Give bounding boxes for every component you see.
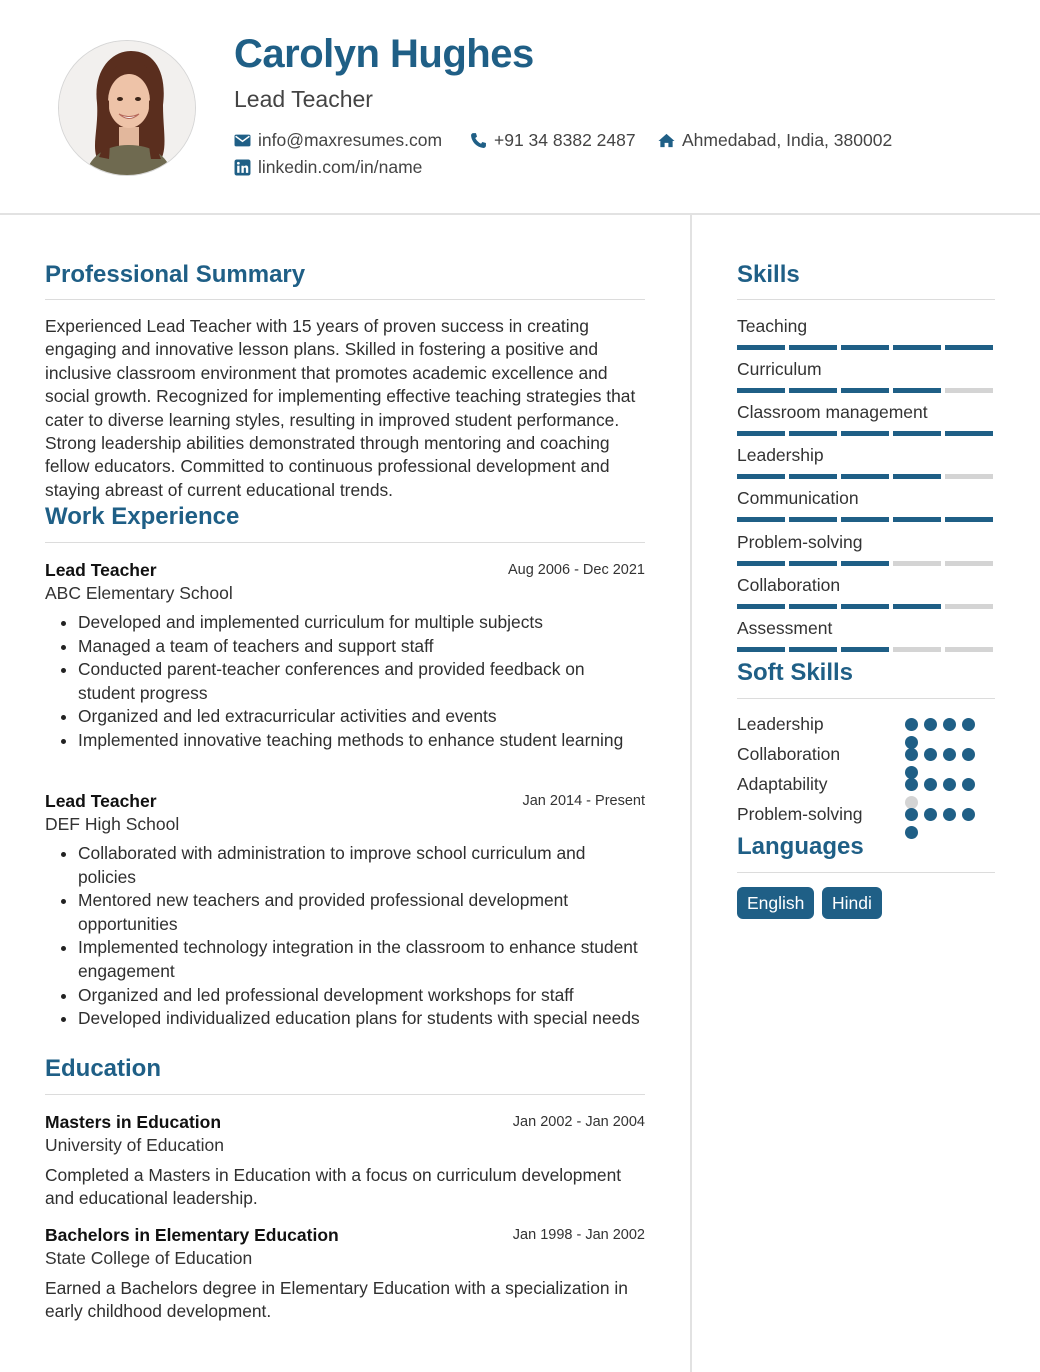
skill-level-segment bbox=[841, 388, 889, 393]
contact-phone[interactable] bbox=[470, 130, 636, 151]
rating-dot bbox=[943, 748, 956, 761]
rating-dot bbox=[905, 826, 918, 839]
soft-skills-heading: Soft Skills bbox=[737, 659, 854, 686]
job-dates: Aug 2006 - Dec 2021 bbox=[507, 562, 645, 578]
skills-heading: Skills bbox=[737, 261, 800, 288]
skill-level-segment bbox=[789, 561, 837, 566]
skill-level-segment bbox=[841, 517, 889, 522]
job-dates: Jan 2014 - Present bbox=[522, 793, 645, 809]
language-badge: Hindi bbox=[822, 887, 882, 919]
job-bullet: Organized and led professional development workshops for staff bbox=[45, 984, 645, 1008]
job-bullets bbox=[45, 611, 645, 753]
skill-level-segment bbox=[789, 345, 837, 350]
skill-name: Teaching bbox=[737, 316, 808, 336]
soft-skills-rule bbox=[737, 698, 995, 699]
language-badge: English bbox=[737, 887, 814, 919]
skill-level-segment bbox=[945, 431, 993, 436]
experience-rule bbox=[45, 542, 645, 543]
languages-heading: Languages bbox=[737, 833, 864, 860]
skill-level-segment bbox=[737, 647, 785, 652]
contact-email[interactable] bbox=[234, 130, 442, 151]
rating-dot bbox=[905, 808, 918, 821]
skill-level-segment bbox=[945, 561, 993, 566]
skill-item bbox=[737, 575, 993, 596]
profile-photo bbox=[58, 40, 196, 176]
job-bullet: Organized and led extracurricular activities and events bbox=[45, 705, 645, 729]
skill-level-segment bbox=[841, 431, 889, 436]
candidate-title: Lead Teacher bbox=[234, 86, 373, 112]
skill-level-segment bbox=[737, 388, 785, 393]
job-bullet: Developed individualized education plans for students with special needs bbox=[45, 1007, 645, 1031]
skill-level-segment bbox=[737, 474, 785, 479]
summary-text: Experienced Lead Teacher with 15 years of proven success in creating engaging and innovative lesson plans. Skilled in fostering a positive and inclusive classroom environment that promotes academic excellence and social growth. Recognized for implementing effective teaching strategies that cater to diverse learning styles, resulting in improved student performance. Strong leadership abilities demonstrated through mentoring and coaching fellow educators. Committed to continuous professional development and staying abreast of current educational trends. bbox=[45, 316, 636, 500]
skill-name: Communication bbox=[737, 488, 859, 509]
skill-level-bar bbox=[737, 474, 993, 479]
skill-level-segment bbox=[893, 388, 941, 393]
skill-level-segment bbox=[737, 431, 785, 436]
skill-level-segment bbox=[945, 604, 993, 609]
rating-dot bbox=[905, 778, 918, 791]
skill-level-segment bbox=[789, 474, 837, 479]
contact-linkedin[interactable] bbox=[234, 157, 422, 178]
skill-level-segment bbox=[737, 604, 785, 609]
job-organization: DEF High School bbox=[45, 814, 180, 834]
job-bullet: Collaborated with administration to improve school curriculum and policies bbox=[45, 842, 645, 889]
skill-level-segment bbox=[841, 345, 889, 350]
skill-item bbox=[737, 402, 993, 423]
job-bullet: Managed a team of teachers and support staff bbox=[45, 635, 645, 659]
skill-item bbox=[737, 488, 993, 509]
skill-level-bar bbox=[737, 345, 993, 350]
job-bullets bbox=[45, 842, 645, 1031]
education-description: Earned a Bachelors degree in Elementary Education with a specialization in early childhood development. bbox=[45, 1278, 628, 1322]
languages-rule bbox=[737, 872, 995, 873]
skill-level-segment bbox=[789, 388, 837, 393]
skill-item bbox=[737, 359, 993, 380]
degree-name: Masters in Education bbox=[45, 1112, 222, 1132]
skill-level-segment bbox=[789, 517, 837, 522]
skill-name: Leadership bbox=[737, 445, 824, 466]
job-bullet: Implemented technology integration in the classroom to enhance student engagement bbox=[45, 936, 645, 983]
education-entry bbox=[45, 1225, 645, 1324]
candidate-name: Carolyn Hughes bbox=[234, 32, 534, 76]
rating-dot bbox=[943, 778, 956, 791]
resume-header bbox=[0, 0, 1040, 215]
soft-skill-item bbox=[737, 714, 977, 738]
skill-level-segment bbox=[789, 604, 837, 609]
skill-name: Collaboration bbox=[737, 574, 841, 595]
job-organization: ABC Elementary School bbox=[45, 583, 233, 603]
skill-name: Assessment bbox=[737, 617, 833, 638]
skill-level-segment bbox=[789, 647, 837, 652]
job-entry bbox=[45, 791, 645, 1031]
skill-level-bar bbox=[737, 647, 993, 652]
portrait-photo-icon bbox=[59, 41, 196, 176]
soft-skill-item bbox=[737, 744, 977, 768]
skill-level-segment bbox=[893, 647, 941, 652]
skill-level-segment bbox=[945, 474, 993, 479]
skill-level-segment bbox=[945, 388, 993, 393]
skill-level-bar bbox=[737, 431, 993, 436]
skill-item bbox=[737, 316, 993, 337]
rating-dot bbox=[962, 808, 975, 821]
job-title: Lead Teacher bbox=[45, 560, 157, 580]
job-bullet: Mentored new teachers and provided professional development opportunities bbox=[45, 889, 645, 936]
skill-level-segment bbox=[893, 517, 941, 522]
rating-dot bbox=[924, 808, 937, 821]
rating-dot bbox=[924, 778, 937, 791]
skill-level-segment bbox=[789, 431, 837, 436]
linkedin-text: linkedin.com/in/name bbox=[258, 157, 423, 177]
summary-rule bbox=[45, 299, 645, 300]
skill-level-segment bbox=[893, 561, 941, 566]
skill-level-segment bbox=[945, 517, 993, 522]
skill-level-segment bbox=[893, 604, 941, 609]
skill-name: Classroom management bbox=[737, 402, 928, 423]
envelope-icon bbox=[234, 132, 251, 149]
skill-level-segment bbox=[945, 345, 993, 350]
soft-skill-name: Adaptability bbox=[737, 774, 828, 794]
skill-item bbox=[737, 445, 993, 466]
rating-dot bbox=[943, 718, 956, 731]
education-description: Completed a Masters in Education with a focus on curriculum development and educational leadership. bbox=[45, 1165, 622, 1209]
summary-heading: Professional Summary bbox=[45, 261, 306, 288]
rating-dot bbox=[962, 748, 975, 761]
skill-item bbox=[737, 618, 993, 639]
skill-level-segment bbox=[737, 345, 785, 350]
column-divider bbox=[690, 215, 692, 1372]
school-name: University of Education bbox=[45, 1135, 224, 1155]
education-dates: Jan 1998 - Jan 2002 bbox=[512, 1227, 645, 1243]
phone-text: +91 34 8382 2487 bbox=[494, 130, 636, 150]
skill-level-segment bbox=[945, 647, 993, 652]
skills-rule bbox=[737, 299, 995, 300]
skill-level-bar bbox=[737, 561, 993, 566]
rating-dot bbox=[924, 748, 937, 761]
rating-dot bbox=[962, 778, 975, 791]
soft-skill-item bbox=[737, 774, 977, 798]
school-name: State College of Education bbox=[45, 1248, 253, 1268]
education-entry bbox=[45, 1112, 645, 1211]
skill-level-segment bbox=[841, 561, 889, 566]
phone-icon bbox=[470, 132, 487, 149]
skill-level-segment bbox=[841, 474, 889, 479]
home-icon bbox=[658, 132, 675, 149]
soft-skill-name: Problem-solving bbox=[737, 804, 863, 824]
education-rule bbox=[45, 1094, 645, 1095]
soft-skill-name: Collaboration bbox=[737, 744, 841, 764]
experience-heading: Work Experience bbox=[45, 503, 240, 530]
rating-dot bbox=[962, 718, 975, 731]
job-bullet: Developed and implemented curriculum for multiple subjects bbox=[45, 611, 645, 635]
skill-level-segment bbox=[893, 345, 941, 350]
location-text: Ahmedabad, India, 380002 bbox=[682, 130, 893, 150]
skill-level-bar bbox=[737, 604, 993, 609]
skill-level-segment bbox=[893, 431, 941, 436]
education-dates: Jan 2002 - Jan 2004 bbox=[512, 1114, 645, 1130]
linkedin-icon bbox=[234, 159, 251, 176]
job-bullet: Implemented innovative teaching methods to enhance student learning bbox=[45, 729, 645, 753]
rating-dot bbox=[924, 718, 937, 731]
skill-name: Problem-solving bbox=[737, 531, 863, 552]
rating-dot bbox=[943, 808, 956, 821]
contact-location bbox=[658, 130, 892, 151]
skill-level-segment bbox=[841, 604, 889, 609]
skill-name: Curriculum bbox=[737, 359, 822, 380]
rating-dot bbox=[905, 748, 918, 761]
email-text: info@maxresumes.com bbox=[258, 130, 443, 150]
skill-level-segment bbox=[893, 474, 941, 479]
skill-item bbox=[737, 532, 993, 553]
soft-skill-name: Leadership bbox=[737, 714, 824, 734]
job-entry bbox=[45, 560, 645, 753]
job-title: Lead Teacher bbox=[45, 791, 157, 811]
degree-name: Bachelors in Elementary Education bbox=[45, 1225, 339, 1245]
skill-level-segment bbox=[737, 561, 785, 566]
job-bullet: Conducted parent-teacher conferences and provided feedback on student progress bbox=[45, 658, 645, 705]
soft-skill-item bbox=[737, 804, 977, 828]
skill-level-segment bbox=[841, 647, 889, 652]
skill-level-bar bbox=[737, 388, 993, 393]
skill-level-segment bbox=[737, 517, 785, 522]
education-heading: Education bbox=[45, 1055, 162, 1082]
skill-level-bar bbox=[737, 517, 993, 522]
rating-dot bbox=[905, 718, 918, 731]
